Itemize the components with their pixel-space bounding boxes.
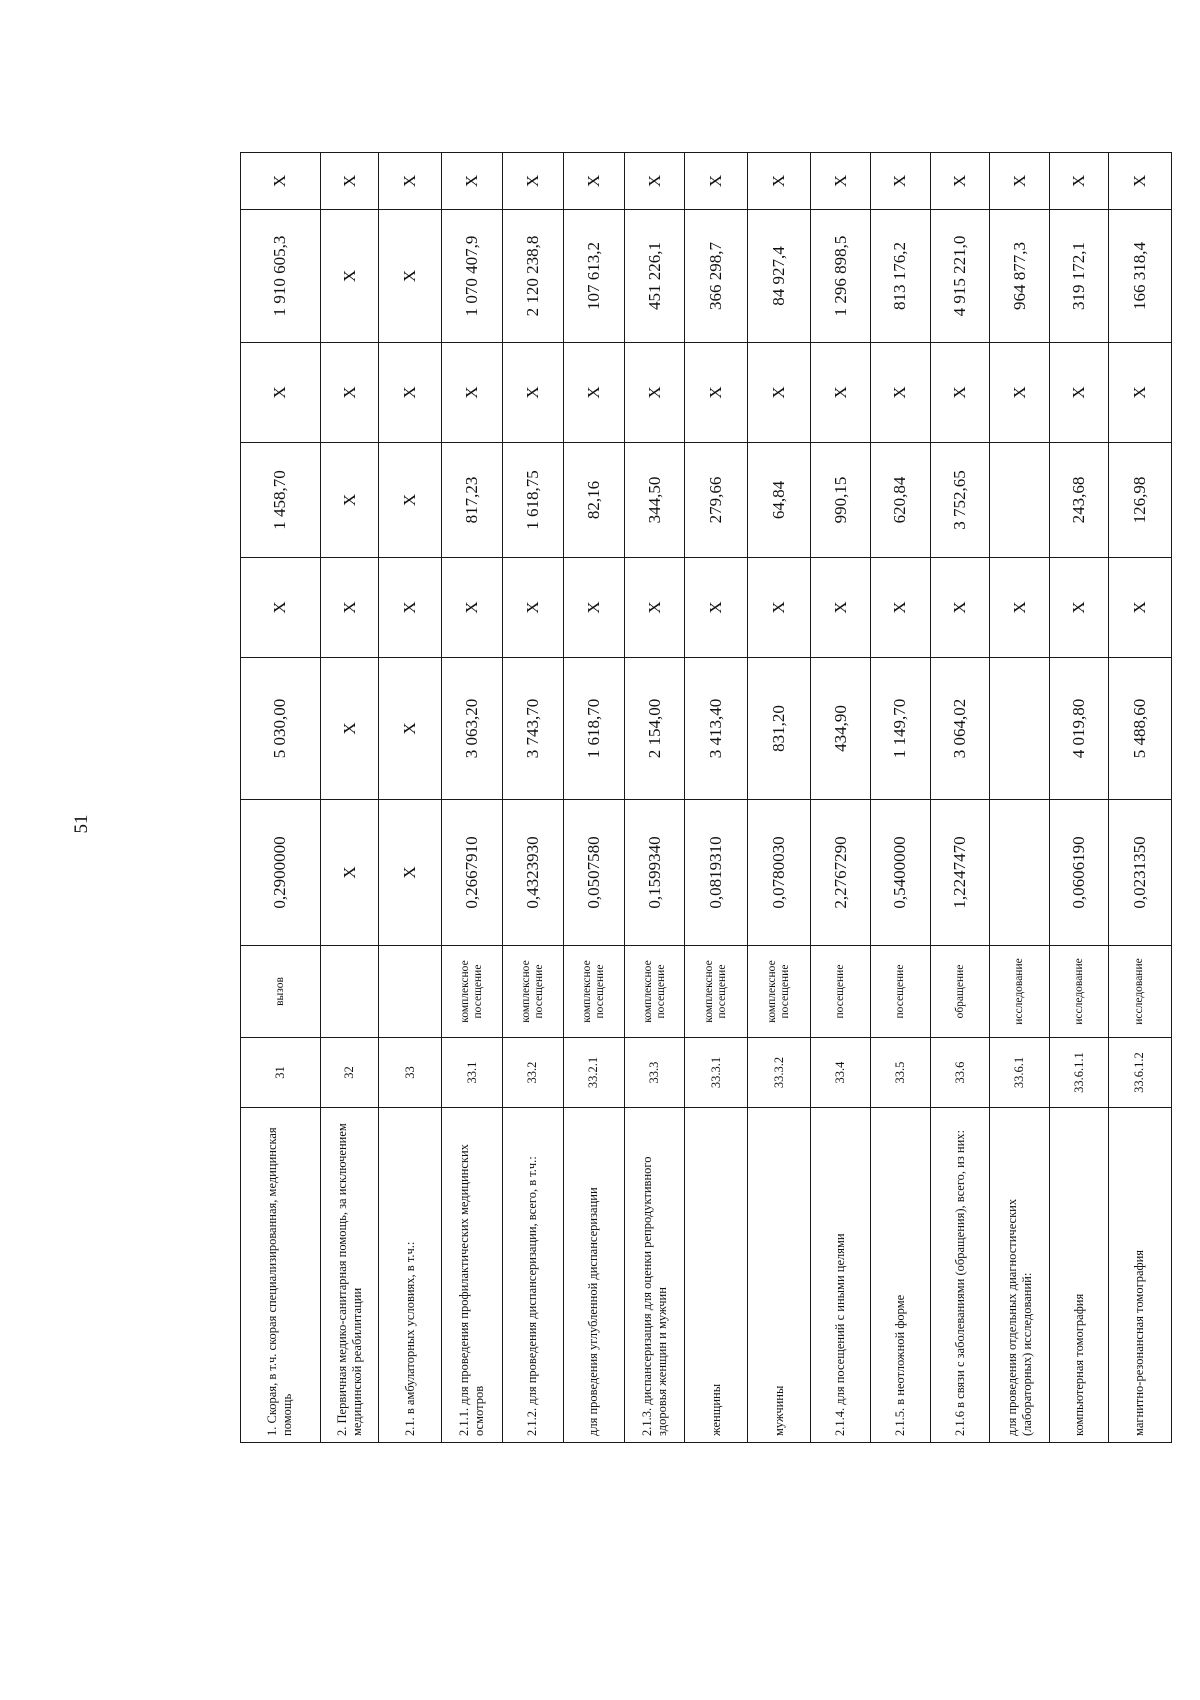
norm-volume-cell: Х xyxy=(379,800,442,946)
oms-total-cell: 4 915 221,0 xyxy=(930,210,990,343)
unit-cost-cell: 3 743,70 xyxy=(503,658,564,800)
budget-per-capita-cell: Х xyxy=(241,558,321,658)
unit-cost-cell: 2 154,00 xyxy=(624,658,685,800)
oms-total-cell: 107 613,2 xyxy=(563,210,624,343)
table-row xyxy=(379,153,442,1443)
oms-per-capita-cell: 279,66 xyxy=(685,443,748,558)
table-row xyxy=(748,153,811,1443)
unit-cost-cell: 5 488,60 xyxy=(1108,658,1171,800)
row-name-cell: для проведения углубленной диспансеризации xyxy=(563,1108,624,1443)
share-cell: Х xyxy=(748,153,811,210)
share-cell: Х xyxy=(990,153,1050,210)
budget-total-cell: Х xyxy=(442,343,503,443)
budget-total-cell: Х xyxy=(320,343,379,443)
oms-total-cell: 166 318,4 xyxy=(1108,210,1171,343)
unit-cost-cell: Х xyxy=(379,658,442,800)
unit-cost-cell: Х xyxy=(320,658,379,800)
row-name-cell: мужчины xyxy=(748,1108,811,1443)
budget-total-cell: Х xyxy=(870,343,930,443)
oms-total-cell: 1 910 605,3 xyxy=(241,210,321,343)
budget-per-capita-cell: Х xyxy=(442,558,503,658)
norm-volume-cell: 0,4323930 xyxy=(503,800,564,946)
row-code-cell: 33.3.1 xyxy=(685,1038,748,1108)
row-code-cell: 33.6.1.2 xyxy=(1108,1038,1171,1108)
oms-per-capita-cell: 990,15 xyxy=(811,443,871,558)
row-name-cell: 2.1.6 в связи с заболеваниями (обращения), всего, из них: xyxy=(930,1108,990,1443)
row-name-cell: 2. Первичная медико-санитарная помощь, за исключением медицинской реабилитации xyxy=(320,1108,379,1443)
budget-total-cell: Х xyxy=(624,343,685,443)
oms-total-cell: 1 070 407,9 xyxy=(442,210,503,343)
norm-volume-cell: 0,0780030 xyxy=(748,800,811,946)
unit-cost-cell: 4 019,80 xyxy=(1050,658,1109,800)
row-code-cell: 33.6.1.1 xyxy=(1050,1038,1109,1108)
norm-volume-cell: 1,2247470 xyxy=(930,800,990,946)
oms-total-cell: 319 172,1 xyxy=(1050,210,1109,343)
oms-total-cell: Х xyxy=(320,210,379,343)
norm-volume-cell: 2,2767290 xyxy=(811,800,871,946)
unit-cell: комплексное посещение xyxy=(503,946,564,1038)
norm-volume-cell: 0,0231350 xyxy=(1108,800,1171,946)
budget-total-cell: Х xyxy=(503,343,564,443)
table-row xyxy=(563,153,624,1443)
unit-cell: исследование xyxy=(1050,946,1109,1038)
oms-total-cell: 366 298,7 xyxy=(685,210,748,343)
norm-volume-cell: 0,0507580 xyxy=(563,800,624,946)
budget-total-cell: Х xyxy=(930,343,990,443)
share-cell: Х xyxy=(503,153,564,210)
table-row xyxy=(811,153,871,1443)
budget-per-capita-cell: Х xyxy=(811,558,871,658)
row-code-cell: 33.2.1 xyxy=(563,1038,624,1108)
budget-per-capita-cell: Х xyxy=(685,558,748,658)
row-name-cell: 2.1. в амбулаторных условиях, в т.ч.: xyxy=(379,1108,442,1443)
oms-per-capita-cell xyxy=(990,443,1050,558)
oms-per-capita-cell: Х xyxy=(320,443,379,558)
row-name-cell: 1. Скорая, в т.ч. скорая специализированная, медицинская помощь xyxy=(241,1108,321,1443)
row-code-cell: 33.3 xyxy=(624,1038,685,1108)
share-cell: Х xyxy=(442,153,503,210)
table-row xyxy=(990,153,1050,1443)
unit-cell: комплексное посещение xyxy=(442,946,503,1038)
oms-per-capita-cell: 126,98 xyxy=(1108,443,1171,558)
oms-total-cell: 813 176,2 xyxy=(870,210,930,343)
budget-total-cell: Х xyxy=(685,343,748,443)
row-code-cell: 33.6 xyxy=(930,1038,990,1108)
oms-per-capita-cell: 1 618,75 xyxy=(503,443,564,558)
budget-per-capita-cell: Х xyxy=(503,558,564,658)
budget-total-cell: Х xyxy=(379,343,442,443)
share-cell: Х xyxy=(1050,153,1109,210)
row-name-cell: женщины xyxy=(685,1108,748,1443)
row-name-cell: компьютерная томография xyxy=(1050,1108,1109,1443)
rotated-table-wrapper xyxy=(240,153,1172,1443)
oms-per-capita-cell: 3 752,65 xyxy=(930,443,990,558)
row-code-cell: 33.6.1 xyxy=(990,1038,1050,1108)
table-row xyxy=(870,153,930,1443)
unit-cell: комплексное посещение xyxy=(563,946,624,1038)
unit-cost-cell: 3 063,20 xyxy=(442,658,503,800)
table-row xyxy=(1108,153,1171,1443)
share-cell: Х xyxy=(930,153,990,210)
share-cell: Х xyxy=(685,153,748,210)
budget-total-cell: Х xyxy=(563,343,624,443)
oms-total-cell: 2 120 238,8 xyxy=(503,210,564,343)
share-cell: Х xyxy=(624,153,685,210)
unit-cost-cell: 3 413,40 xyxy=(685,658,748,800)
oms-total-cell: 964 877,3 xyxy=(990,210,1050,343)
budget-per-capita-cell: Х xyxy=(930,558,990,658)
unit-cell xyxy=(320,946,379,1038)
table-row xyxy=(930,153,990,1443)
table-row xyxy=(503,153,564,1443)
share-cell: Х xyxy=(1108,153,1171,210)
table-row xyxy=(320,153,379,1443)
row-code-cell: 33.5 xyxy=(870,1038,930,1108)
row-code-cell: 32 xyxy=(320,1038,379,1108)
norm-volume-cell: 0,0819310 xyxy=(685,800,748,946)
oms-per-capita-cell: 243,68 xyxy=(1050,443,1109,558)
unit-cost-cell xyxy=(990,658,1050,800)
unit-cell: комплексное посещение xyxy=(748,946,811,1038)
budget-per-capita-cell: Х xyxy=(624,558,685,658)
budget-total-cell: Х xyxy=(748,343,811,443)
row-name-cell: для проведения отдельных диагностических (лабораторных) исследований: xyxy=(990,1108,1050,1443)
data-table xyxy=(240,152,1172,1443)
norm-volume-cell: 0,2667910 xyxy=(442,800,503,946)
oms-per-capita-cell: 1 458,70 xyxy=(241,443,321,558)
share-cell: Х xyxy=(379,153,442,210)
row-name-cell: магнитно-резонансная томография xyxy=(1108,1108,1171,1443)
unit-cost-cell: 3 064,02 xyxy=(930,658,990,800)
norm-volume-cell: 0,1599340 xyxy=(624,800,685,946)
unit-cell xyxy=(379,946,442,1038)
oms-total-cell: 451 226,1 xyxy=(624,210,685,343)
oms-total-cell: 84 927,4 xyxy=(748,210,811,343)
oms-per-capita-cell: Х xyxy=(379,443,442,558)
budget-per-capita-cell: Х xyxy=(990,558,1050,658)
row-name-cell: 2.1.3. диспансеризация для оценки репродуктивного здоровья женщин и мужчин xyxy=(624,1108,685,1443)
norm-volume-cell: 0,0606190 xyxy=(1050,800,1109,946)
oms-total-cell: 1 296 898,5 xyxy=(811,210,871,343)
table-row xyxy=(241,153,321,1443)
budget-total-cell: Х xyxy=(811,343,871,443)
share-cell: Х xyxy=(241,153,321,210)
row-name-cell: 2.1.4. для посещений с иными целями xyxy=(811,1108,871,1443)
row-code-cell: 33.2 xyxy=(503,1038,564,1108)
share-cell: Х xyxy=(811,153,871,210)
row-code-cell: 33.3.2 xyxy=(748,1038,811,1108)
table-row xyxy=(442,153,503,1443)
unit-cost-cell: 434,90 xyxy=(811,658,871,800)
row-code-cell: 33.4 xyxy=(811,1038,871,1108)
budget-per-capita-cell: Х xyxy=(870,558,930,658)
unit-cell: обращение xyxy=(930,946,990,1038)
norm-volume-cell: 0,2900000 xyxy=(241,800,321,946)
unit-cost-cell: 1 149,70 xyxy=(870,658,930,800)
unit-cell: исследование xyxy=(1108,946,1171,1038)
budget-per-capita-cell: Х xyxy=(1108,558,1171,658)
table-row xyxy=(624,153,685,1443)
table-row xyxy=(685,153,748,1443)
unit-cell: вызов xyxy=(241,946,321,1038)
unit-cell: исследование xyxy=(990,946,1050,1038)
unit-cost-cell: 831,20 xyxy=(748,658,811,800)
oms-per-capita-cell: 620,84 xyxy=(870,443,930,558)
norm-volume-cell: 0,5400000 xyxy=(870,800,930,946)
budget-per-capita-cell: Х xyxy=(563,558,624,658)
oms-per-capita-cell: 344,50 xyxy=(624,443,685,558)
share-cell: Х xyxy=(320,153,379,210)
table-row xyxy=(1050,153,1109,1443)
oms-total-cell: Х xyxy=(379,210,442,343)
unit-cell: комплексное посещение xyxy=(685,946,748,1038)
unit-cell: посещение xyxy=(811,946,871,1038)
unit-cost-cell: 5 030,00 xyxy=(241,658,321,800)
budget-per-capita-cell: Х xyxy=(379,558,442,658)
oms-per-capita-cell: 817,23 xyxy=(442,443,503,558)
unit-cost-cell: 1 618,70 xyxy=(563,658,624,800)
oms-per-capita-cell: 64,84 xyxy=(748,443,811,558)
budget-total-cell: Х xyxy=(1050,343,1109,443)
norm-volume-cell: Х xyxy=(320,800,379,946)
budget-total-cell: Х xyxy=(241,343,321,443)
page-number: 51 xyxy=(71,814,92,834)
row-name-cell: 2.1.5. в неотложной форме xyxy=(870,1108,930,1443)
unit-cell: комплексное посещение xyxy=(624,946,685,1038)
row-code-cell: 33 xyxy=(379,1038,442,1108)
row-name-cell: 2.1.1. для проведения профилактических медицинских осмотров xyxy=(442,1108,503,1443)
budget-per-capita-cell: Х xyxy=(748,558,811,658)
budget-per-capita-cell: Х xyxy=(320,558,379,658)
share-cell: Х xyxy=(563,153,624,210)
row-code-cell: 31 xyxy=(241,1038,321,1108)
budget-per-capita-cell: Х xyxy=(1050,558,1109,658)
norm-volume-cell xyxy=(990,800,1050,946)
unit-cell: посещение xyxy=(870,946,930,1038)
oms-per-capita-cell: 82,16 xyxy=(563,443,624,558)
share-cell: Х xyxy=(870,153,930,210)
table-body xyxy=(241,153,1172,1443)
budget-total-cell: Х xyxy=(990,343,1050,443)
row-name-cell: 2.1.2. для проведения диспансеризации, всего, в т.ч.: xyxy=(503,1108,564,1443)
row-code-cell: 33.1 xyxy=(442,1038,503,1108)
budget-total-cell: Х xyxy=(1108,343,1171,443)
